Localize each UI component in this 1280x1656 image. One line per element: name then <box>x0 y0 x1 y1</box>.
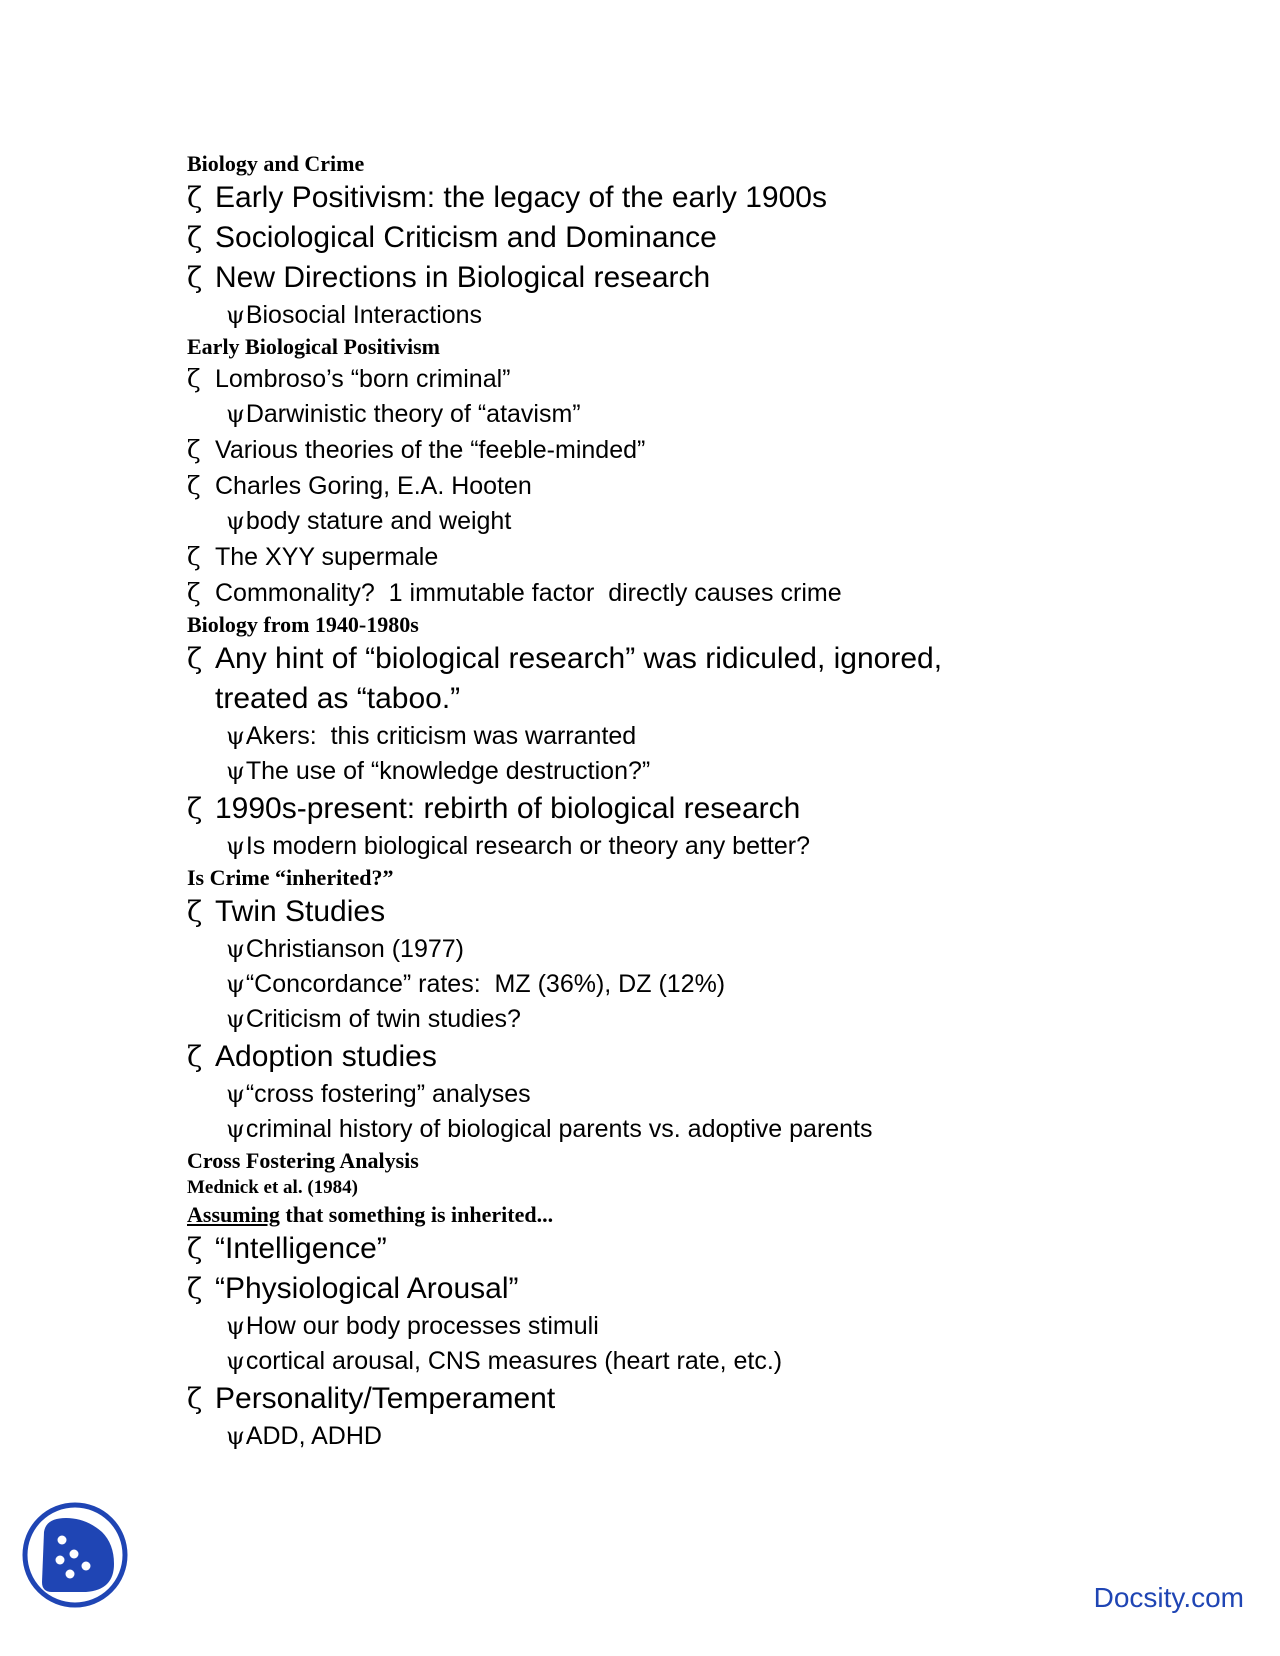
bullet-level1: ζ “Physiological Arousal” <box>187 1272 519 1305</box>
bullet-level2: ψ Criticism of twin studies? <box>226 1005 521 1033</box>
bullet-level1: ζ Early Positivism: the legacy of the early 1900s <box>187 181 827 214</box>
bullet-level2: ψ ADD, ADHD <box>226 1422 382 1450</box>
bullet-level2: ψ “Concordance” rates: MZ (36%), DZ (12%) <box>226 970 726 998</box>
bullet-level1: ζ Sociological Criticism and Dominance <box>187 221 717 254</box>
bullet-level1: ζ Any hint of “biological research” was ridiculed, ignored, <box>187 642 943 675</box>
section-heading: Early Biological Positivism <box>187 334 440 359</box>
bullet-level1: ζ Personality/Temperament <box>187 1382 556 1415</box>
underlined-word: Assuming <box>187 1202 280 1227</box>
section-heading: Is Crime “inherited?” <box>187 865 394 890</box>
bullet-level1: ζ Various theories of the “feeble-minded” <box>187 435 646 464</box>
bullet-level1: ζ New Directions in Biological research <box>187 261 711 294</box>
bullet-level1: ζ Adoption studies <box>187 1040 437 1073</box>
section-heading: Biology from 1940-1980s <box>187 612 419 637</box>
bullet-level1: ζ Commonality? 1 immutable factor directly causes crime <box>187 578 842 607</box>
bullet-level2: ψ Biosocial Interactions <box>226 301 483 329</box>
document-body <box>187 150 1187 1454</box>
bullet-continuation: treated as “taboo.” <box>215 682 461 715</box>
bullet-level1: ζ 1990s-present: rebirth of biological research <box>187 792 801 825</box>
bullet-level2: ψ “cross fostering” analyses <box>226 1080 531 1108</box>
bullet-level1: ζ “Intelligence” <box>187 1232 387 1265</box>
bullet-level1: ζ Twin Studies <box>187 895 386 928</box>
citation-heading: Mednick et al. (1984) <box>187 1177 358 1198</box>
bullet-level2: ψ Christianson (1977) <box>226 935 464 963</box>
bullet-level2: ψ Akers: this criticism was warranted <box>226 722 637 750</box>
bullet-level2: ψ Darwinistic theory of “atavism” <box>226 400 581 428</box>
section-heading: Biology and Crime <box>187 151 365 176</box>
bullet-level2: ψ The use of “knowledge destruction?” <box>226 757 651 785</box>
bullet-level1: ζ The XYY supermale <box>187 542 439 571</box>
bullet-level2: ψ cortical arousal, CNS measures (heart rate, etc.) <box>226 1347 783 1375</box>
bullet-level2: ψ body stature and weight <box>226 507 512 535</box>
bullet-level2: ψ How our body processes stimuli <box>226 1312 599 1340</box>
bullet-level2: ψ criminal history of biological parents vs. adoptive parents <box>226 1115 873 1143</box>
docsity-link[interactable]: Docsity.com <box>1093 1582 1244 1613</box>
section-heading: Assuming that something is inherited... <box>187 1202 554 1227</box>
bullet-level1: ζ Charles Goring, E.A. Hooten <box>187 471 532 500</box>
section-heading: Cross Fostering Analysis <box>187 1148 419 1173</box>
bullet-level2: ψ Is modern biological research or theory any better? <box>226 832 811 860</box>
bullet-level1: ζ Lombroso’s “born criminal” <box>187 364 511 393</box>
docsity-logo-icon[interactable] <box>22 1502 128 1608</box>
